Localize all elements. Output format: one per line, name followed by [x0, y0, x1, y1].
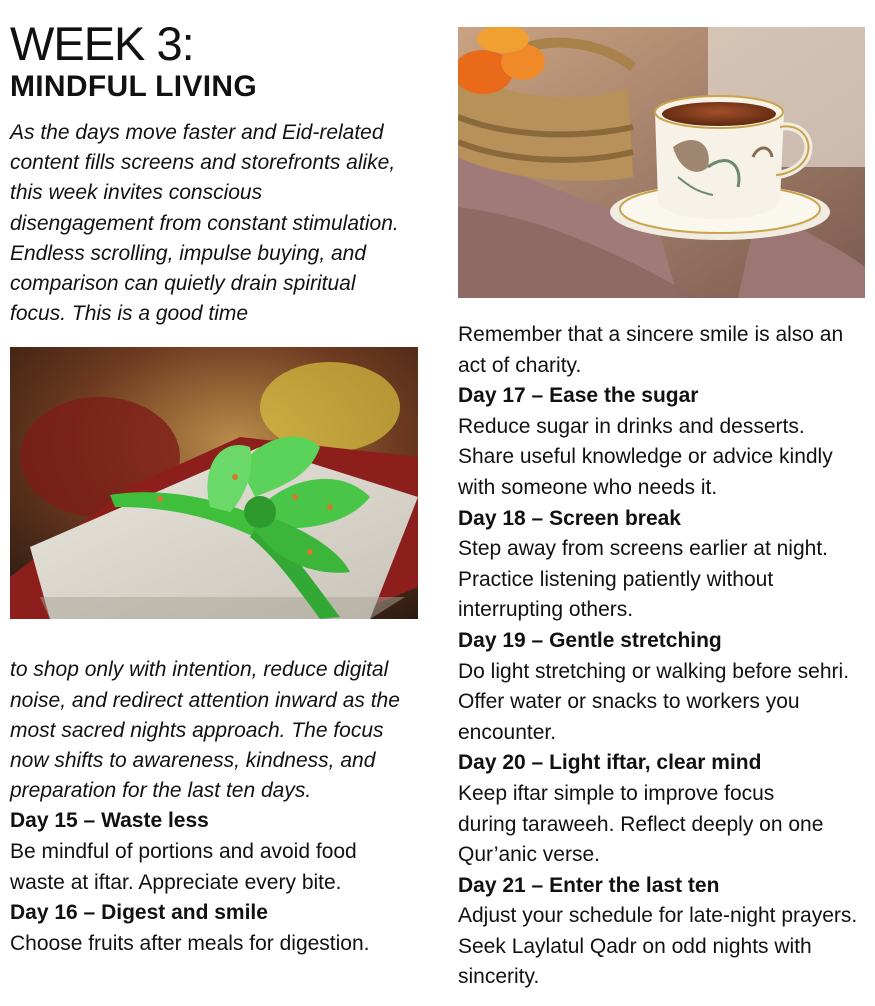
day-20 [458, 748, 868, 870]
day-15 [10, 806, 420, 898]
day-text: Adjust your schedule for late-night prayers. Seek Laylatul Qadr on odd nights with sincerity. [458, 904, 858, 989]
tea-photo [458, 27, 865, 298]
day-21 [458, 871, 868, 993]
day-text: Do light stretching or walking before sehri. Offer water or snacks to workers you encounter. [458, 659, 850, 744]
day-text: Keep iftar simple to improve focus during taraweeh. Reflect deeply on one Qur’anic verse. [458, 781, 824, 867]
day-text: Step away from screens earlier at night. Practice listening patiently without interrupting others. [458, 537, 829, 622]
intro-paragraph-part2: to shop only with intention, reduce digital noise, and redirect attention inward as the most sacred nights approach. The focus now shifts to awareness, kindness, and preparation for the last ten days. [10, 658, 400, 803]
day-title: Day 18 – Screen break [458, 506, 681, 530]
day-title: Day 15 – Waste less [10, 809, 209, 833]
intro-paragraph-part1: As the days move faster and Eid-related content fills screens and storefronts alike, this week invites conscious disengagement from constant stimulation. Endless scrolling, impulse buying, and comparison can quietly drain spiritual focus. This is a good time [10, 121, 399, 326]
section-title: MINDFUL LIVING [10, 70, 257, 103]
right-column [458, 27, 868, 993]
day-17 [458, 381, 868, 503]
day-title: Day 16 – Digest and smile [10, 901, 268, 925]
day-text: Reduce sugar in drinks and desserts. Share useful knowledge or advice kindly with someone who needs it. [458, 414, 833, 499]
day-text: Choose fruits after meals for digestion. [10, 931, 370, 955]
left-column [10, 18, 420, 959]
day-title: Day 17 – Ease the sugar [458, 384, 699, 408]
day-19 [458, 626, 868, 748]
day-text: Be mindful of portions and avoid food waste at iftar. Appreciate every bite. [10, 840, 357, 894]
day-title: Day 20 – Light iftar, clear mind [458, 751, 762, 775]
week-heading: WEEK 3: [10, 17, 194, 70]
continuation-text: Remember that a sincere smile is also an act of charity. [458, 323, 844, 377]
tea-illustration [458, 27, 865, 298]
day-title: Day 21 – Enter the last ten [458, 873, 720, 897]
gift-photo [10, 347, 418, 619]
day-16 [10, 898, 420, 959]
gift-illustration [10, 347, 418, 619]
day-18 [458, 504, 868, 626]
day-title: Day 19 – Gentle stretching [458, 628, 722, 652]
